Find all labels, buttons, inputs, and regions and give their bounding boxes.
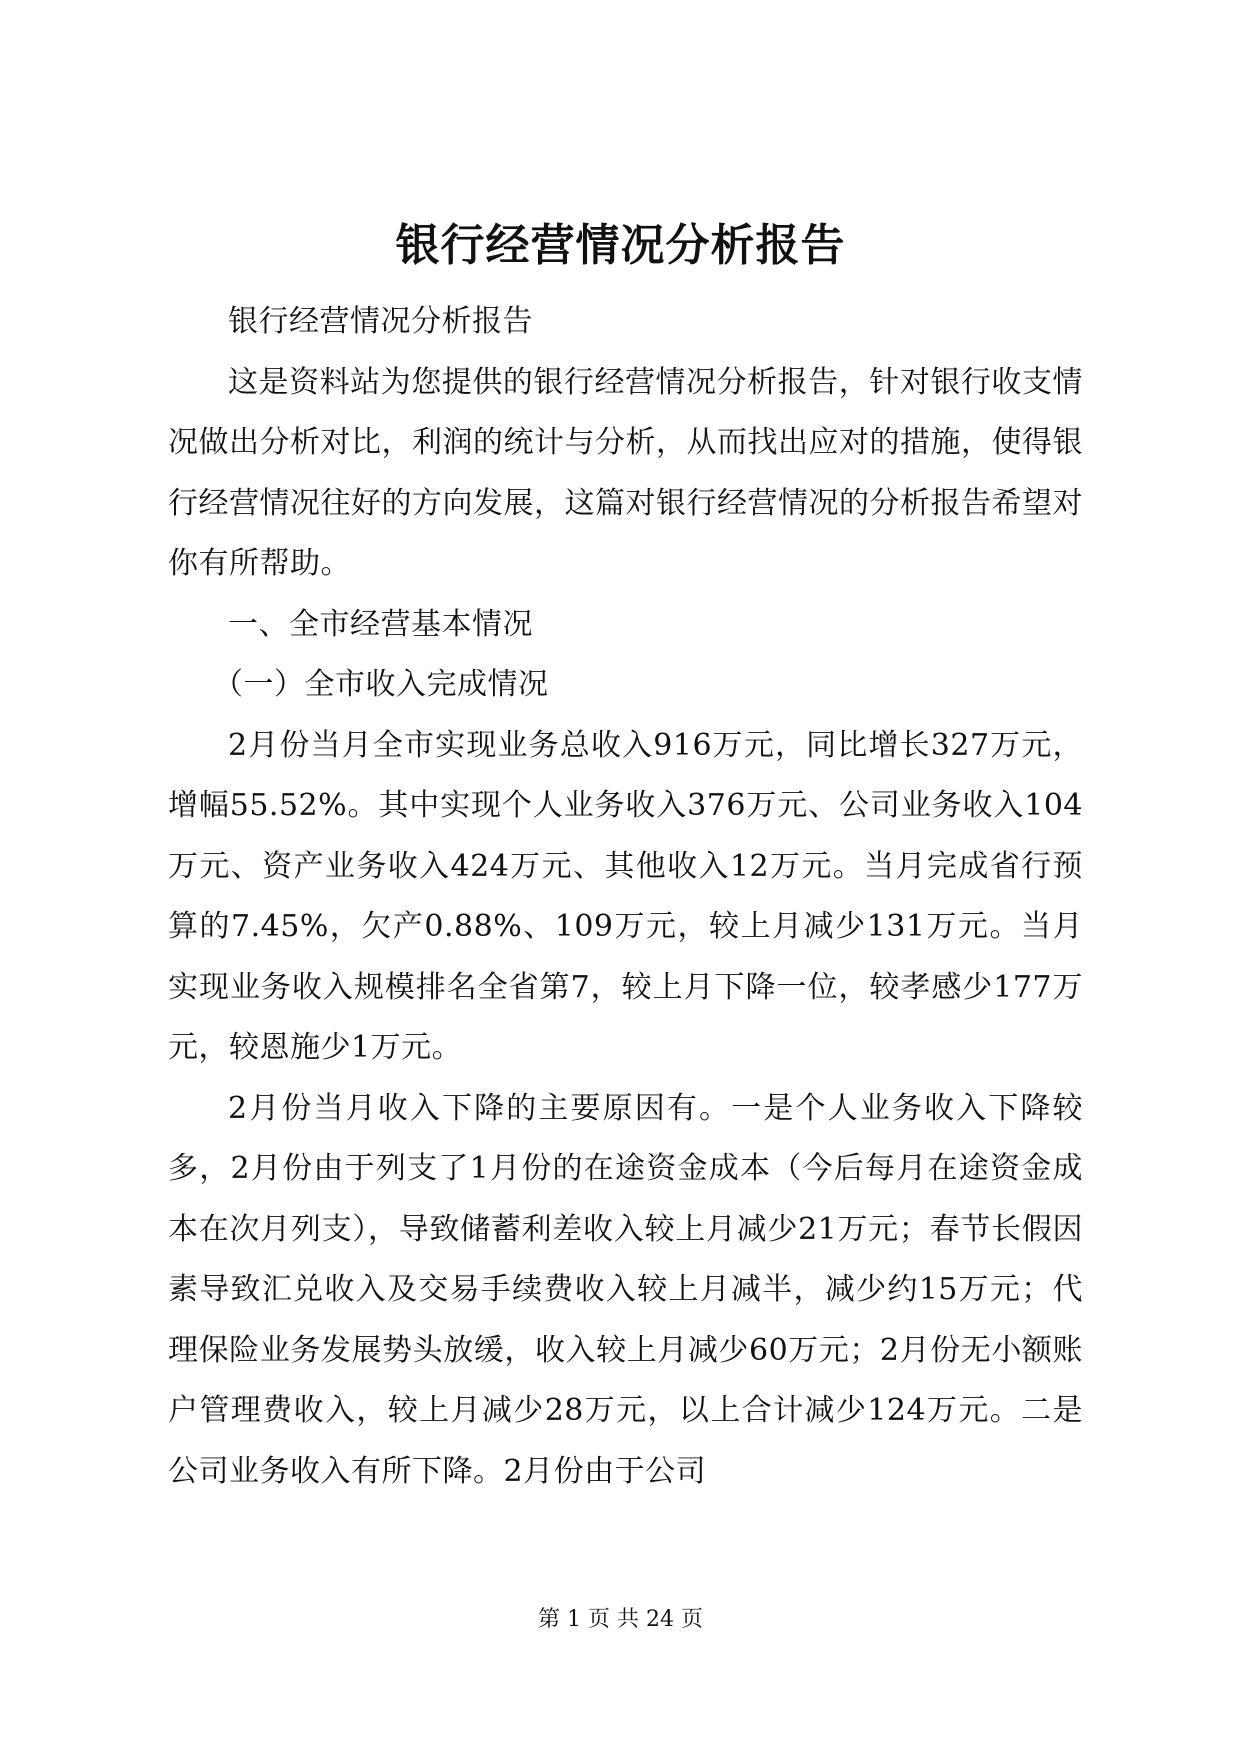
section-heading: 一、全市经营基本情况 — [228, 606, 533, 642]
subtitle-paragraph: 银行经营情况分析报告 — [228, 304, 533, 339]
income-paragraph: 2月份当月全市实现业务总收入916万元，同比增长327万元，增幅55.52%。其中实现个人业务收入376万元、公司业务收入104万元、资产业务收入424万元、其他收入12万元。当月完成省行预算的7.45%，欠产0.88%、109万元，较上月减少131万元。当月实现业务收入规模排名全省第7，较上月下降一位，较孝感少177万元，较恩施少1万元。 — [168, 727, 1083, 1065]
subsection-heading: （一）全市收入完成情况 — [213, 667, 549, 702]
intro-paragraph: 这是资料站为您提供的银行经营情况分析报告，针对银行收支情况做出分析对比，利润的统计与分析，从而找出应对的措施，使得银行经营情况往好的方向发展，这篇对银行经营情况的分析报告希望对你有所帮助。 — [168, 364, 1083, 581]
page-footer: 第 1 页 共 24 页 — [538, 1607, 703, 1632]
document-body — [168, 292, 1083, 1502]
document-title: 银行经营情况分析报告 — [395, 220, 846, 271]
reasons-paragraph: 2月份当月收入下降的主要原因有。一是个人业务收入下降较多，2月份由于列支了1月份的在途资金成本（今后每月在途资金成本在次月列支），导致储蓄利差收入较上月减少21万元；春节长假因素导致汇兑收入及交易手续费收入较上月减半，减少约15万元；代理保险业务发展势头放缓，收入较上月减少60万元；2月份无小额账户管理费收入，较上月减少28万元，以上合计减少124万元。二是公司业务收入有所下降。2月份由于公司 — [168, 1090, 1083, 1489]
